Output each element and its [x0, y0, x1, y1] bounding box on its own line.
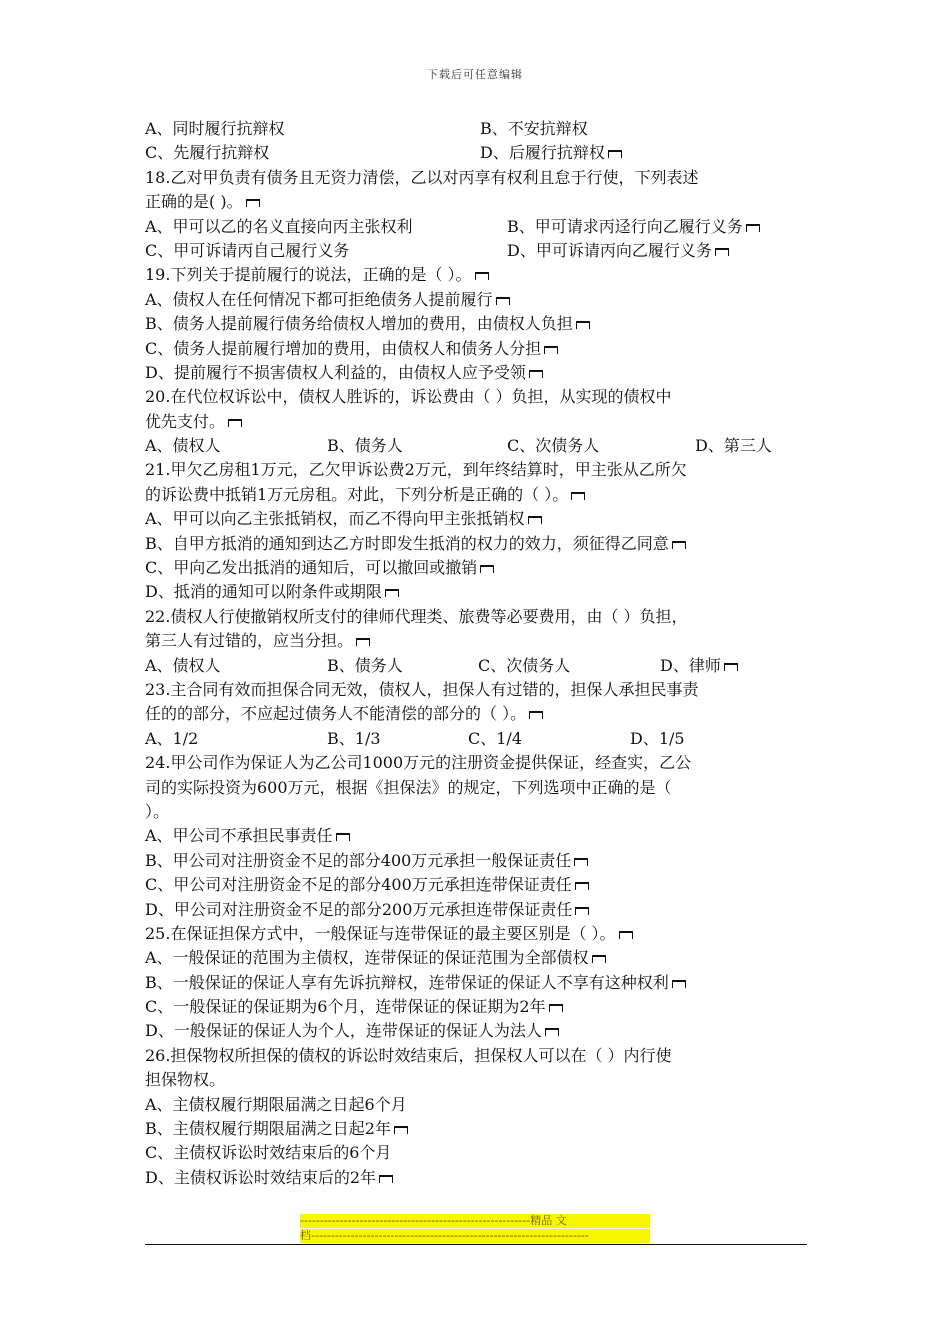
text-content: 司的实际投资为600万元，根据《担保法》的规定，下列选项中正确的是（	[145, 777, 672, 797]
text-line	[145, 1044, 810, 1068]
paragraph-mark-icon	[724, 663, 738, 671]
text-segment	[145, 458, 687, 482]
text-line	[145, 678, 810, 702]
text-segment	[145, 239, 349, 263]
text-content: A、甲可以向乙主张抵销权，而乙不得向甲主张抵销权	[145, 509, 525, 529]
text-line	[145, 1141, 810, 1165]
text-content: 24.甲公司作为保证人为乙公司1000万元的注册资金提供保证，经查实，乙公	[145, 753, 692, 773]
text-segment	[468, 727, 522, 751]
text-segment	[145, 1068, 225, 1092]
text-line	[145, 263, 810, 287]
text-content: 26.担保物权所担保的债权的诉讼时效结束后，担保权人可以在（ ）内行使	[145, 1045, 672, 1065]
paragraph-mark-icon	[246, 199, 260, 207]
paragraph-mark-icon	[571, 492, 585, 500]
text-segment	[695, 434, 772, 458]
text-segment	[145, 361, 543, 385]
text-content: D、第三人	[695, 436, 772, 456]
text-segment	[480, 117, 588, 141]
text-segment	[145, 629, 370, 653]
text-line	[145, 702, 810, 726]
paragraph-mark-icon	[672, 980, 686, 988]
paragraph-mark-icon	[575, 907, 589, 915]
text-line	[145, 507, 810, 531]
paragraph-mark-icon	[480, 565, 494, 573]
text-content: A、1/2	[145, 728, 199, 748]
text-line	[145, 971, 810, 995]
text-line	[145, 190, 810, 214]
text-content: D、主债权诉讼时效结束后的2年	[145, 1167, 377, 1187]
text-segment	[145, 849, 588, 873]
text-segment	[145, 678, 698, 702]
paragraph-mark-icon	[574, 858, 588, 866]
paragraph-mark-icon	[336, 833, 350, 841]
text-segment	[507, 434, 599, 458]
text-segment	[145, 1117, 408, 1141]
text-line	[145, 215, 810, 239]
text-line	[145, 483, 810, 507]
text-content: D、提前履行不损害债权人利益的，由债权人应予受领	[145, 362, 526, 382]
text-segment	[145, 605, 688, 629]
text-segment	[327, 434, 403, 458]
text-content: C、债务人提前履行增加的费用，由债权人和债务人分担	[145, 338, 542, 358]
text-line	[145, 1068, 810, 1092]
text-content: B、自甲方抵消的通知到达乙方时即发生抵消的权力的效力，须征得乙同意	[145, 533, 669, 553]
footer-rule	[145, 1244, 807, 1245]
text-segment	[145, 337, 558, 361]
text-segment	[480, 141, 622, 165]
text-content: C、先履行抗辩权	[145, 143, 270, 163]
text-segment	[145, 1093, 407, 1117]
text-segment	[145, 166, 698, 190]
paragraph-mark-icon	[544, 346, 558, 354]
text-content: D、甲可诉请丙向乙履行义务	[507, 240, 712, 260]
text-content: C、主债权诉讼时效结束后的6个月	[145, 1143, 392, 1163]
text-content: C、甲可诉请丙自己履行义务	[145, 240, 350, 260]
text-content: A、债权人	[145, 436, 221, 456]
text-content: 20.在代位权诉讼中，债权人胜诉的，诉讼费由（ ）负担，从实现的债权中	[145, 387, 672, 407]
text-segment	[145, 824, 350, 848]
paragraph-mark-icon	[576, 321, 590, 329]
text-segment	[145, 946, 606, 970]
text-line	[145, 385, 810, 409]
text-line	[145, 751, 810, 775]
paragraph-mark-icon	[475, 272, 489, 280]
text-line	[145, 117, 810, 141]
text-segment	[630, 727, 685, 751]
text-line	[145, 800, 810, 824]
text-content: 21.甲欠乙房租1万元，乙欠甲诉讼费2万元，到年终结算时，甲主张从乙所欠	[145, 460, 687, 480]
text-segment	[145, 117, 285, 141]
paragraph-mark-icon	[394, 1126, 408, 1134]
text-segment	[660, 654, 738, 678]
text-segment	[145, 410, 242, 434]
text-line	[145, 727, 810, 751]
text-line	[145, 580, 810, 604]
text-segment	[145, 434, 221, 458]
text-segment	[145, 800, 169, 824]
paragraph-mark-icon	[608, 150, 622, 158]
text-segment	[145, 141, 269, 165]
text-content: C、次债务人	[507, 436, 600, 456]
text-line	[145, 1166, 810, 1190]
text-segment	[145, 654, 221, 678]
text-segment	[145, 483, 585, 507]
text-segment	[145, 727, 198, 751]
text-content: C、次债务人	[478, 655, 571, 675]
text-segment	[478, 654, 570, 678]
text-segment	[145, 580, 399, 604]
text-line	[145, 1019, 810, 1043]
footer-watermark-line-1: ----------------------------------------------------------精品 文	[300, 1214, 650, 1228]
text-segment	[145, 215, 413, 239]
paragraph-mark-icon	[356, 638, 370, 646]
text-content: D、后履行抗辩权	[480, 143, 605, 163]
text-content: D、一般保证的保证人为个人，连带保证的保证人为法人	[145, 1021, 542, 1041]
text-line	[145, 239, 810, 263]
text-content: 第三人有过错的，应当分担。	[145, 631, 354, 651]
text-content: 任的的部分，不应起过债务人不能清偿的部分的（ ）。	[145, 704, 527, 724]
text-segment	[145, 1019, 559, 1043]
text-content: A、一般保证的范围为主债权，连带保证的保证范围为全部债权	[145, 948, 589, 968]
text-segment	[327, 654, 403, 678]
text-line	[145, 898, 810, 922]
paragraph-mark-icon	[228, 419, 242, 427]
text-line	[145, 922, 810, 946]
text-content: B、不安抗辩权	[480, 119, 588, 138]
document-body	[145, 117, 810, 1190]
text-line	[145, 849, 810, 873]
text-line	[145, 873, 810, 897]
paragraph-mark-icon	[575, 882, 589, 890]
text-line	[145, 1117, 810, 1141]
paragraph-mark-icon	[672, 541, 686, 549]
paragraph-mark-icon	[385, 589, 399, 597]
text-segment	[327, 727, 381, 751]
text-content: 优先支付。	[145, 411, 226, 431]
text-line	[145, 410, 810, 434]
text-content: B、甲公司对注册资金不足的部分400万元承担一般保证责任	[145, 850, 572, 870]
text-content: A、甲可以乙的名义直接向丙主张权利	[145, 216, 413, 236]
text-segment	[145, 507, 542, 531]
page-header: 下载后可任意编辑	[427, 68, 523, 81]
text-segment	[145, 556, 494, 580]
text-line	[145, 776, 810, 800]
text-content: B、主债权履行期限届满之日起2年	[145, 1119, 391, 1139]
footer-watermark-line-2: 档----------------------------------------------------------------------	[300, 1229, 650, 1243]
text-content: D、甲公司对注册资金不足的部分200万元承担连带保证责任	[145, 899, 573, 919]
text-line	[145, 629, 810, 653]
text-content: A、债权人在任何情况下都可拒绝债务人提前履行	[145, 289, 493, 309]
text-segment	[145, 995, 563, 1019]
text-segment	[145, 385, 672, 409]
text-segment	[145, 873, 589, 897]
paragraph-mark-icon	[592, 955, 606, 963]
paragraph-mark-icon	[619, 931, 633, 939]
text-content: B、债务人	[327, 655, 403, 675]
text-line	[145, 312, 810, 336]
text-line	[145, 654, 810, 678]
text-segment	[145, 702, 543, 726]
paragraph-mark-icon	[528, 516, 542, 524]
text-content: C、甲向乙发出抵消的通知后，可以撤回或撤销	[145, 558, 478, 578]
text-segment	[507, 215, 760, 239]
text-segment	[145, 1141, 391, 1165]
text-content: A、同时履行抗辩权	[145, 119, 285, 138]
text-content: B、债务人提前履行债务给债权人增加的费用，由债权人负担	[145, 314, 573, 334]
text-segment	[145, 971, 686, 995]
text-content: C、1/4	[468, 728, 522, 748]
text-line	[145, 361, 810, 385]
text-content: 19.下列关于提前履行的说法，正确的是（ ）。	[145, 265, 472, 285]
text-content: 担保物权。	[145, 1070, 226, 1090]
text-content: B、债务人	[327, 436, 403, 456]
text-line	[145, 946, 810, 970]
text-content: 正确的是( )。	[145, 192, 243, 212]
text-line	[145, 995, 810, 1019]
text-segment	[145, 922, 633, 946]
paragraph-mark-icon	[496, 297, 510, 305]
text-content: 22.债权人行使撤销权所支付的律师代理类、旅费等必要费用，由（ ）负担，	[145, 606, 688, 626]
text-line	[145, 824, 810, 848]
text-segment	[145, 751, 691, 775]
text-content: D、1/5	[630, 728, 685, 748]
text-segment	[145, 312, 590, 336]
text-content: A、主债权履行期限届满之日起6个月	[145, 1094, 407, 1114]
text-line	[145, 337, 810, 361]
paragraph-mark-icon	[529, 711, 543, 719]
text-content: 18.乙对甲负责有债务且无资力清偿，乙以对丙享有权利且怠于行使，下列表述	[145, 167, 699, 187]
text-line	[145, 532, 810, 556]
paragraph-mark-icon	[379, 1175, 393, 1183]
text-segment	[145, 263, 489, 287]
text-segment	[507, 239, 729, 263]
text-line	[145, 556, 810, 580]
text-content: D、律师	[660, 655, 721, 675]
text-content: B、一般保证的保证人享有先诉抗辩权，连带保证的保证人不享有这种权利	[145, 972, 669, 992]
text-segment	[145, 532, 686, 556]
paragraph-mark-icon	[746, 224, 760, 232]
paragraph-mark-icon	[529, 370, 543, 378]
text-line	[145, 434, 810, 458]
text-segment	[145, 288, 510, 312]
text-content: B、甲可请求丙迳行向乙履行义务	[507, 216, 743, 236]
text-content: 的诉讼费中抵销1万元房租。对此，下列分析是正确的（ ）。	[145, 484, 569, 504]
text-content: A、债权人	[145, 655, 221, 675]
text-segment	[145, 1166, 393, 1190]
text-line	[145, 141, 810, 165]
text-content: C、一般保证的保证期为6个月，连带保证的保证期为2年	[145, 997, 546, 1017]
text-line	[145, 458, 810, 482]
text-line	[145, 1093, 810, 1117]
text-line	[145, 166, 810, 190]
text-content: 25.在保证担保方式中，一般保证与连带保证的最主要区别是（ ）。	[145, 923, 616, 943]
text-segment	[145, 898, 589, 922]
text-content: ）。	[145, 801, 170, 821]
text-segment	[145, 1044, 672, 1068]
text-content: C、甲公司对注册资金不足的部分400万元承担连带保证责任	[145, 875, 572, 895]
text-content: B、1/3	[327, 728, 381, 748]
text-line	[145, 605, 810, 629]
text-content: 23.主合同有效而担保合同无效，债权人，担保人有过错的，担保人承担民事责	[145, 679, 699, 699]
paragraph-mark-icon	[715, 248, 729, 256]
text-segment	[145, 776, 672, 800]
text-content: D、抵消的通知可以附条件或期限	[145, 582, 382, 602]
paragraph-mark-icon	[545, 1028, 559, 1036]
text-line	[145, 288, 810, 312]
text-segment	[145, 190, 260, 214]
text-content: A、甲公司不承担民事责任	[145, 826, 333, 846]
paragraph-mark-icon	[549, 1004, 563, 1012]
